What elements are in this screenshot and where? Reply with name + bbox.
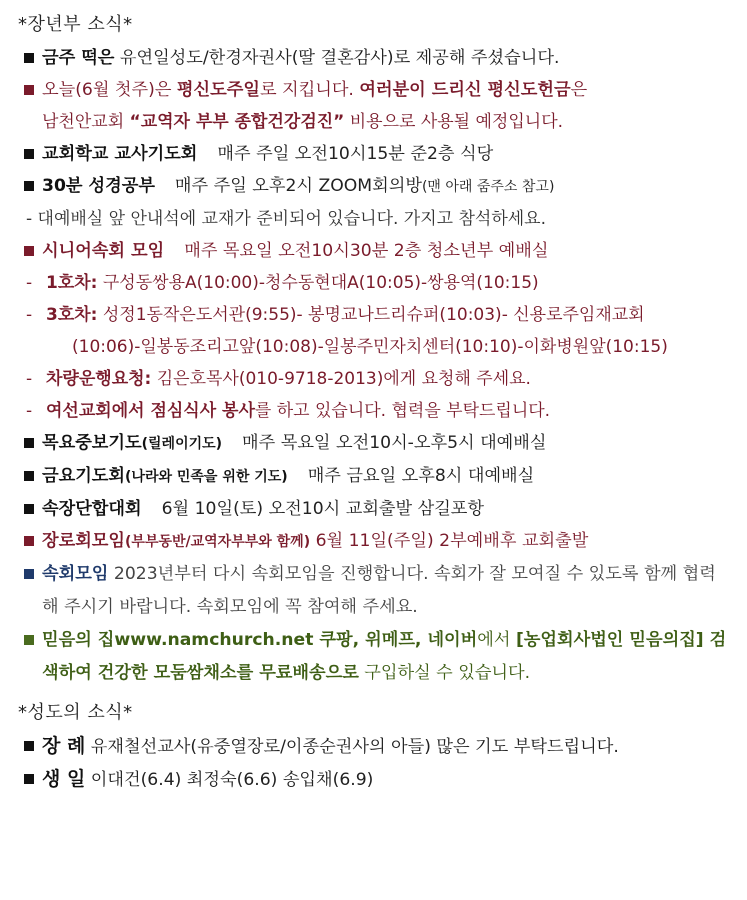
square-bullet-icon [24, 85, 34, 95]
car1-route: - 1호차: 구성동쌍용A(10:00)-청수동현대A(10:05)-쌍용역(10:15) [26, 273, 539, 293]
cell-meeting-notice: 속회모임 2023년부터 다시 속회모임을 진행합니다. 속회가 잘 모여질 수 있도록 함께 협력해 주시기 바랍니다. 속회모임에 꼭 참여해 주세요. [18, 558, 731, 624]
laity-sunday-notice-line2: 남천안교회 “교역자 부부 종합건강검진” 비용으로 사용될 예정입니다. [42, 112, 564, 132]
square-bullet-icon [24, 569, 34, 579]
friday-prayer-notice: 금요기도회(나라와 민족을 위한 기도) 매주 금요일 오후8시 대예배실 [18, 460, 731, 493]
church-website-link[interactable]: www.namchurch.net [114, 630, 314, 650]
bible-study-sub: - 대예배실 앞 안내석에 교재가 준비되어 있습니다. 가지고 참석하세요. [26, 209, 546, 229]
car3-route-line2: (10:06)-일봉동조리고앞(10:08)-일봉주민자치센터(10:10)-이화병원앞(10:15) [72, 337, 668, 357]
square-bullet-icon [24, 149, 34, 159]
bible-study-notice: 30분 성경공부 매주 주일 오후2시 ZOOM회의방(맨 아래 줌주소 참고) [18, 170, 731, 203]
thursday-prayer-notice: 목요중보기도(릴레이기도) 매주 목요일 오전10시-오후5시 대예배실 [18, 427, 731, 460]
rice-cake-notice [18, 42, 731, 74]
square-bullet-icon [24, 471, 34, 481]
leaders-meeting-notice: 속장단합대회 6월 10일(토) 오전10시 교회출발 삼길포항 [18, 493, 731, 525]
teacher-prayer-notice: 교회학교 교사기도회 매주 주일 오전10시15분 준2층 식당 [18, 138, 731, 170]
birthday-notice: 생 일 이대건(6.4) 최정숙(6.6) 송입채(6.9) [18, 763, 731, 796]
square-bullet-icon [24, 741, 34, 751]
square-bullet-icon [24, 181, 34, 191]
square-bullet-icon [24, 438, 34, 448]
section-title-member-news: *성도의 소식* [18, 702, 133, 723]
square-bullet-icon [24, 536, 34, 546]
square-bullet-icon [24, 53, 34, 63]
car3-route: - 3호차: 성정1동작은도서관(9:55)- 봉명교나드리슈퍼(10:03)- 신용로주임재교회 [26, 305, 645, 325]
funeral-notice: 장 례 유재철선교사(유중열장로/이종순권사의 아들) 많은 기도 부탁드립니다. [18, 730, 731, 763]
senior-cell-notice: 시니어속회 모임 매주 목요일 오전10시30분 2층 청소년부 예배실 [18, 235, 731, 267]
online-store-notice: 믿음의 집www.namchurch.net 쿠팡, 위메프, 네이버에서 [농업회사법인 믿음의집] 검색하여 건강한 모둠쌈채소를 무료배송으로 구입하실 수 있습니다. [18, 624, 731, 690]
square-bullet-icon [24, 504, 34, 514]
section-title-senior-news: *장년부 소식* [18, 14, 133, 35]
square-bullet-icon [24, 246, 34, 256]
lunch-service: - 여선교회에서 점심식사 봉사를 하고 있습니다. 협력을 부탁드립니다. [26, 401, 551, 421]
rice-cake-text: 유연일성도/한경자권사(딸 결혼감사)로 제공해 주셨습니다. [114, 48, 560, 68]
rice-cake-label: 금주 떡은 [42, 48, 115, 68]
square-bullet-icon [24, 635, 34, 645]
car-request: - 차량운행요청: 김은호목사(010-9718-2013)에게 요청해 주세요. [26, 369, 531, 389]
square-bullet-icon [24, 774, 34, 784]
laity-sunday-notice: 오늘(6월 첫주)은 평신도주일로 지킵니다. 여러분이 드리신 평신도헌금은 [18, 74, 731, 106]
elders-meeting-notice: 장로회모임(부부동반/교역자부부와 함께) 6월 11일(주일) 2부예배후 교회출발 [18, 525, 731, 558]
